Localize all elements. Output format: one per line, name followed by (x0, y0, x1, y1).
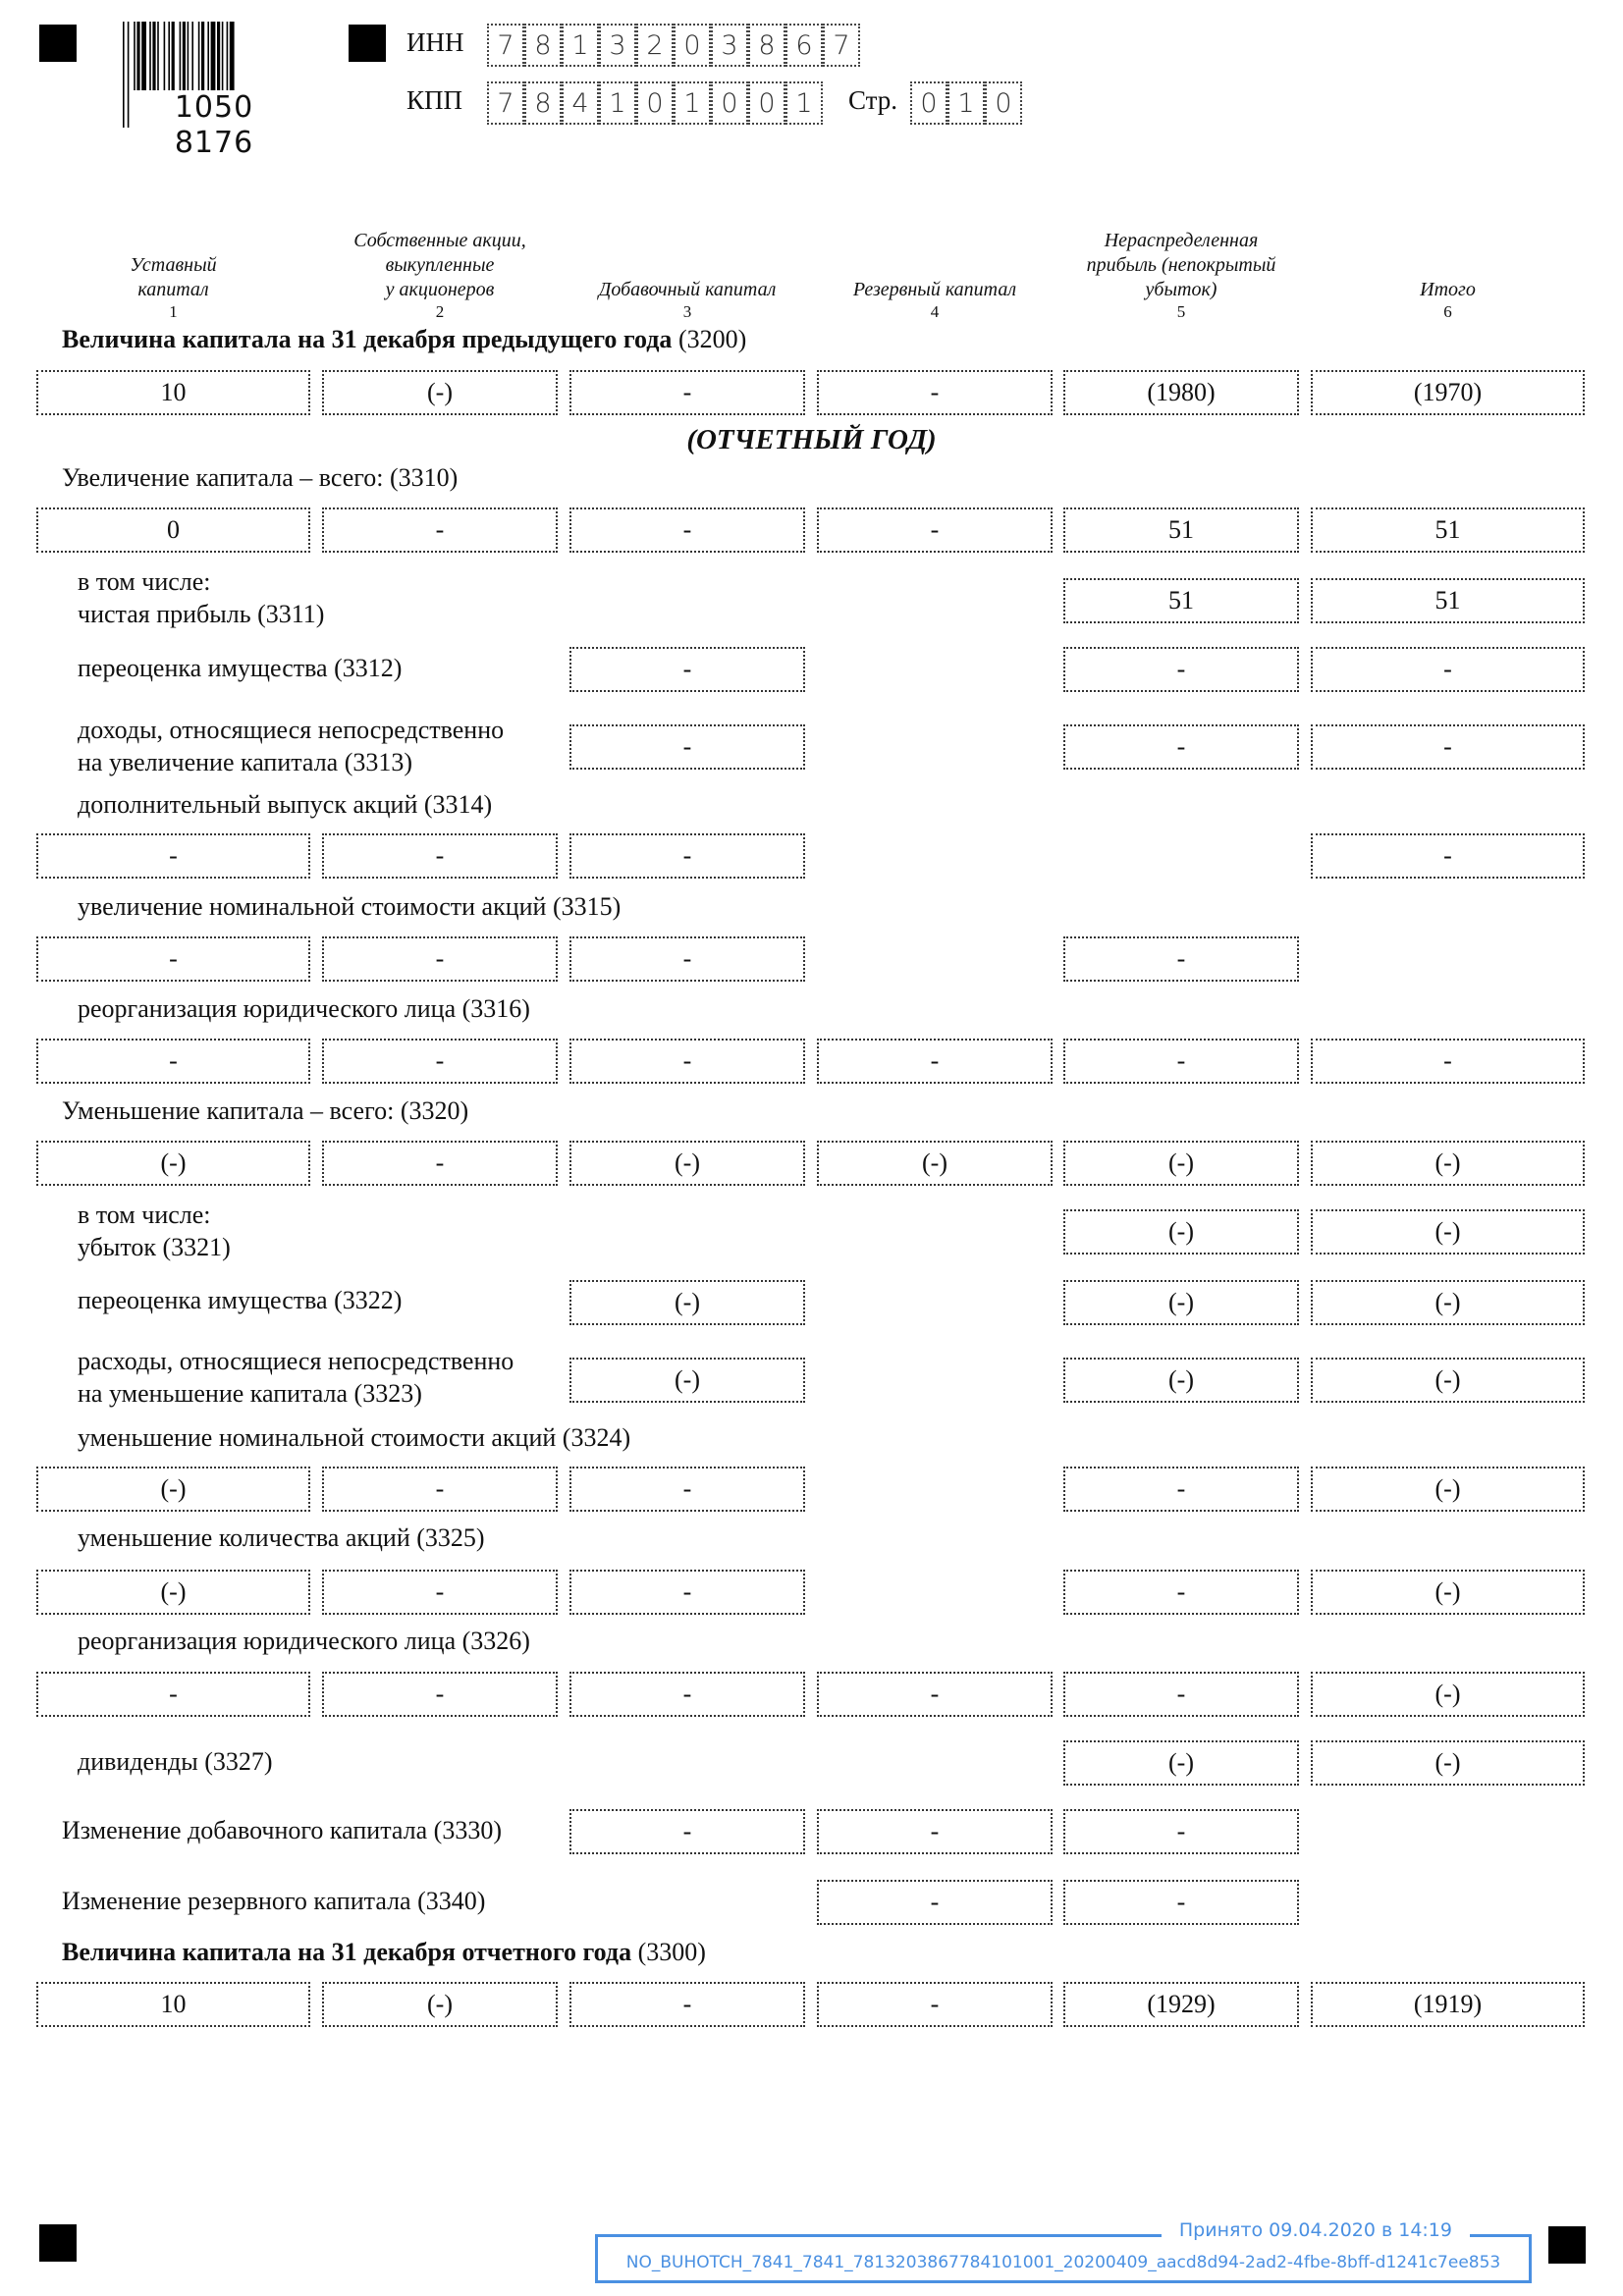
value-cell-col3: - (569, 1467, 805, 1512)
row-code: (3340) (417, 1887, 486, 1915)
value-cell-col5: 51 (1063, 578, 1299, 623)
row-code: (3316) (461, 994, 530, 1023)
column-header: Резервный капитал (852, 279, 1017, 300)
value-cell-col5: - (1063, 1672, 1299, 1717)
row-label-text: переоценка имущества (78, 654, 328, 682)
row-label-text: дивиденды (78, 1747, 198, 1776)
value-cell-col2: - (322, 1570, 558, 1615)
value-cell-col2: - (322, 833, 558, 879)
row-label (78, 1421, 630, 1454)
value-cell-col1: (-) (36, 1141, 310, 1186)
row-label-text: Величина капитала на 31 декабря отчетного года (62, 1938, 632, 1966)
row-label-text: реорганизация юридического лица (78, 994, 457, 1023)
row-label-text: доходы, относящиеся непосредственно на увеличение капитала (78, 716, 505, 776)
row-code: (3315) (552, 892, 622, 921)
value-cell-col5: (1929) (1063, 1982, 1299, 2027)
row-label (62, 1936, 706, 1968)
corner-marker (1548, 2226, 1586, 2264)
barcode-bar (217, 22, 220, 98)
row-code: (3325) (416, 1523, 485, 1552)
inn-digit: 1 (562, 24, 599, 67)
value-cell-col2: - (322, 507, 558, 553)
value-cell-col2: (-) (322, 370, 558, 415)
value-cell-col6: - (1311, 724, 1585, 770)
value-cell-col5: 51 (1063, 507, 1299, 553)
value-cell-col1: - (36, 936, 310, 982)
row-code: (3310) (390, 463, 459, 492)
inn-digit: 8 (748, 24, 785, 67)
kpp-digit: 1 (785, 81, 823, 125)
inn-digit: 0 (674, 24, 711, 67)
inn-digit: 2 (636, 24, 674, 67)
barcode-bar (128, 22, 130, 128)
value-cell-col6: (-) (1311, 1280, 1585, 1325)
kpp-digit: 1 (599, 81, 636, 125)
barcode-bar (152, 22, 155, 98)
barcode-bar (180, 22, 182, 98)
value-cell-col1: 0 (36, 507, 310, 553)
inn-label: ИНН (406, 27, 464, 57)
value-cell-col6: (-) (1311, 1358, 1585, 1403)
row-label-text: уменьшение номинальной стоимости акций (78, 1423, 557, 1452)
row-label (62, 1885, 485, 1917)
value-cell-col3: - (569, 1570, 805, 1615)
column-header: Нераспределенная прибыль (непокрытый убыток) (1086, 230, 1276, 300)
row-code: (3322) (334, 1286, 403, 1314)
barcode-bar (168, 22, 170, 98)
page-digit: 1 (947, 81, 985, 125)
inn-digit: 6 (785, 24, 823, 67)
barcode-bar (222, 22, 224, 98)
value-cell-col2: - (322, 1039, 558, 1084)
value-cell-col4: - (817, 370, 1053, 415)
value-cell-col6: (-) (1311, 1141, 1585, 1186)
kpp-digit: 4 (562, 81, 599, 125)
page-digit: 0 (910, 81, 947, 125)
value-cell-col3: (-) (569, 1358, 805, 1403)
value-cell-col5: - (1063, 936, 1299, 982)
row-label (62, 461, 458, 494)
value-cell-col6: (1919) (1311, 1982, 1585, 2027)
column-number: 5 (1176, 302, 1186, 321)
row-code: (3320) (400, 1096, 469, 1125)
barcode-bar (191, 22, 193, 98)
value-cell-col4: - (817, 1672, 1053, 1717)
value-cell-col2: - (322, 1672, 558, 1717)
row-code: (3312) (334, 654, 403, 682)
value-cell-col6: (-) (1311, 1570, 1585, 1615)
acceptance-stamp (595, 2219, 1532, 2283)
value-cell-col4: - (817, 507, 1053, 553)
row-label-text: расходы, относящиеся непосредственно на уменьшение капитала (78, 1347, 514, 1408)
value-cell-col3: (-) (569, 1141, 805, 1186)
row-label-text: увеличение номинальной стоимости акций (78, 892, 547, 921)
value-cell-col1: - (36, 1672, 310, 1717)
value-cell-col3: - (569, 936, 805, 982)
value-cell-col5: (-) (1063, 1280, 1299, 1325)
value-cell-col1: 10 (36, 1982, 310, 2027)
value-cell-col5: - (1063, 1880, 1299, 1925)
row-label (62, 323, 746, 355)
row-label-text: Уменьшение капитала – всего: (62, 1096, 395, 1125)
row-label-text: Величина капитала на 31 декабря предыдущего года (62, 325, 673, 353)
barcode-bar (227, 22, 229, 98)
value-cell-col6: - (1311, 1039, 1585, 1084)
value-cell-col3: - (569, 1809, 805, 1854)
row-code: (3300) (637, 1938, 706, 1966)
barcode-bar (157, 22, 159, 98)
corner-marker (39, 2224, 77, 2262)
row-label (78, 1522, 485, 1554)
barcode-bar (136, 22, 139, 98)
row-label (78, 652, 402, 684)
barcode-bar (183, 22, 186, 98)
column-header: Уставный капитал (130, 254, 217, 300)
row-label (78, 788, 492, 821)
row-label (78, 1625, 530, 1657)
value-cell-col5: - (1063, 1809, 1299, 1854)
barcode-bar (164, 22, 166, 98)
barcode-bar (149, 22, 151, 98)
value-cell-col5: (-) (1063, 1740, 1299, 1786)
inn-digit: 8 (524, 24, 562, 67)
value-cell-col6: (-) (1311, 1467, 1585, 1512)
value-cell-col3: - (569, 647, 805, 692)
row-label (78, 1284, 402, 1316)
row-code: (3200) (677, 325, 747, 353)
column-number: 1 (169, 302, 178, 321)
row-label (62, 1095, 468, 1127)
row-label (78, 565, 324, 630)
value-cell-col4: - (817, 1809, 1053, 1854)
value-cell-col3: (-) (569, 1280, 805, 1325)
page-label: Стр. (848, 85, 898, 115)
barcode-bar (172, 22, 175, 98)
value-cell-col3: - (569, 370, 805, 415)
value-cell-col2: - (322, 936, 558, 982)
value-cell-col2: (-) (322, 1982, 558, 2027)
row-code: (3314) (423, 790, 493, 819)
kpp-digit: 0 (636, 81, 674, 125)
value-cell-col4: - (817, 1039, 1053, 1084)
row-label (78, 992, 530, 1025)
value-cell-col5: - (1063, 1039, 1299, 1084)
value-cell-col6: (-) (1311, 1740, 1585, 1786)
kpp-digit: 0 (748, 81, 785, 125)
value-cell-col6: 51 (1311, 578, 1585, 623)
section-title: (ОТЧЕТНЫЙ ГОД) (686, 424, 937, 455)
column-header: Итого (1420, 279, 1476, 300)
column-number: 2 (435, 302, 445, 321)
value-cell-col2: - (322, 1141, 558, 1186)
row-label (78, 1745, 273, 1778)
row-label-text: Изменение резервного капитала (62, 1887, 411, 1915)
barcode-bar (141, 22, 146, 98)
kpp-digit: 7 (487, 81, 524, 125)
row-label-text: Увеличение капитала – всего: (62, 463, 384, 492)
value-cell-col3: - (569, 507, 805, 553)
row-code: (3311) (257, 600, 325, 628)
row-label-text: в том числе: чистая прибыль (78, 567, 251, 628)
stamp-title: Принято 09.04.2020 в 14:19 (1162, 2219, 1470, 2241)
value-cell-col4: (-) (817, 1141, 1053, 1186)
value-cell-col1: (-) (36, 1570, 310, 1615)
value-cell-col6: 51 (1311, 507, 1585, 553)
value-cell-col4: - (817, 1982, 1053, 2027)
value-cell-col5: (-) (1063, 1209, 1299, 1255)
row-label-text: дополнительный выпуск акций (78, 790, 418, 819)
corner-marker (39, 25, 77, 62)
value-cell-col1: (-) (36, 1467, 310, 1512)
kpp-digit: 8 (524, 81, 562, 125)
row-label-text: реорганизация юридического лица (78, 1627, 457, 1655)
value-cell-col6: (-) (1311, 1672, 1585, 1717)
inn-digit: 7 (823, 24, 860, 67)
inn-digit: 3 (711, 24, 748, 67)
value-cell-col4: - (817, 1880, 1053, 1925)
row-label-text: Изменение добавочного капитала (62, 1816, 428, 1844)
inn-digit: 7 (487, 24, 524, 67)
value-cell-col3: - (569, 833, 805, 879)
row-label (78, 1199, 231, 1263)
value-cell-col6: (-) (1311, 1209, 1585, 1255)
row-code: (3327) (204, 1747, 273, 1776)
value-cell-col1: - (36, 1039, 310, 1084)
page-digit: 0 (985, 81, 1022, 125)
barcode-bar (134, 22, 135, 98)
barcode-bar (207, 22, 209, 98)
value-cell-col5: - (1063, 1467, 1299, 1512)
row-code: (3313) (344, 748, 413, 776)
kpp-label: КПП (406, 85, 463, 115)
barcode-bar (211, 22, 216, 98)
barcode-bar (230, 22, 235, 98)
value-cell-col1: 10 (36, 370, 310, 415)
value-cell-col5: - (1063, 1570, 1299, 1615)
column-number: 4 (930, 302, 940, 321)
column-number: 3 (682, 302, 692, 321)
barcode (117, 22, 309, 160)
row-label-text: в том числе: убыток (78, 1201, 211, 1261)
row-label (78, 714, 504, 778)
row-label (78, 890, 621, 923)
column-header: Собственные акции, выкупленные у акционеров (353, 230, 526, 300)
value-cell-col6: - (1311, 833, 1585, 879)
row-label-text: уменьшение количества акций (78, 1523, 410, 1552)
value-cell-col3: - (569, 1672, 805, 1717)
value-cell-col5: - (1063, 647, 1299, 692)
barcode-bar (201, 22, 204, 98)
row-label (78, 1345, 514, 1410)
value-cell-col3: - (569, 1039, 805, 1084)
column-number: 6 (1443, 302, 1452, 321)
value-cell-col6: - (1311, 647, 1585, 692)
row-label (62, 1814, 502, 1846)
row-code: (3321) (162, 1233, 231, 1261)
barcode-bar (188, 22, 189, 98)
kpp-digit: 0 (711, 81, 748, 125)
value-cell-col5: - (1063, 724, 1299, 770)
barcode-number: 1050 8176 (131, 90, 298, 161)
value-cell-col5: (-) (1063, 1358, 1299, 1403)
value-cell-col3: - (569, 1982, 805, 2027)
value-cell-col5: (1980) (1063, 370, 1299, 415)
kpp-digit: 1 (674, 81, 711, 125)
corner-marker (349, 25, 386, 62)
row-code: (3323) (353, 1379, 422, 1408)
row-label-text: переоценка имущества (78, 1286, 328, 1314)
stamp-id: NO_BUHOTCH_7841_7841_7813203867784101001_20200409_aacd8d94-2ad2-4fbe-8bff-d1241c7ee853 (625, 2253, 1501, 2272)
value-cell-col2: - (322, 1467, 558, 1512)
value-cell-col3: - (569, 724, 805, 770)
row-code: (3324) (562, 1423, 631, 1452)
barcode-bar (198, 22, 200, 98)
row-code: (3330) (433, 1816, 502, 1844)
row-code: (3326) (461, 1627, 530, 1655)
column-header: Добавочный капитал (598, 279, 777, 300)
barcode-bar (123, 22, 125, 128)
value-cell-col1: - (36, 833, 310, 879)
inn-digit: 3 (599, 24, 636, 67)
value-cell-col5: (-) (1063, 1141, 1299, 1186)
value-cell-col6: (1970) (1311, 370, 1585, 415)
